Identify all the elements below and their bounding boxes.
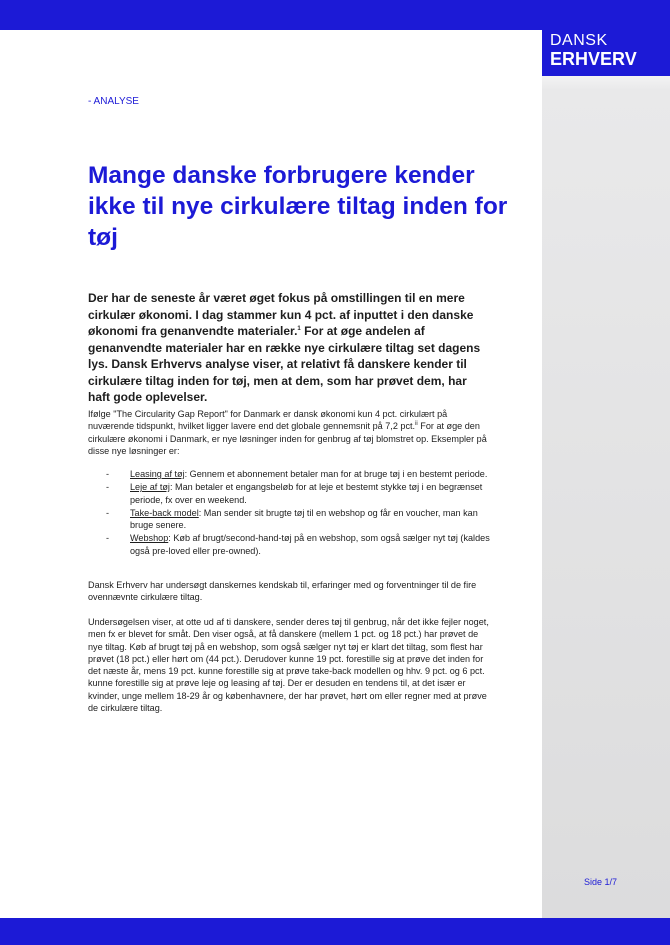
- bullet-term: Take-back model: [130, 507, 199, 518]
- logo-text-line2: ERHVERV: [550, 49, 637, 69]
- page-number: Side 1/7: [584, 877, 618, 887]
- bullet-term: Webshop: [130, 533, 169, 544]
- lead-paragraph: [88, 290, 488, 406]
- top-brand-bar: [0, 0, 670, 30]
- footnote-ref-1: 1: [297, 326, 301, 332]
- list-item: [106, 468, 490, 480]
- bullet-dash: -: [106, 469, 110, 479]
- section-kicker: - ANALYSE: [88, 96, 139, 107]
- page-title: Mange danske forbrugere kender ikke til nye cirkulære tiltag inden for tøj: [88, 162, 508, 251]
- bullet-dash: -: [106, 533, 110, 544]
- logo-text-line1: DANSK: [550, 32, 608, 49]
- lead-text-part2: For at øge andelen af genanvendte materialer har en række nye cirkulære tiltag set dagens lys. Dansk Erhvervs analyse viser, at relativt få danskere kender til cirkulære tiltag inden for tøj, men at dem, som har prøvet dem, har haft gode oplevelser.: [88, 324, 481, 404]
- body-paragraph-2: Dansk Erhverv har undersøgt danskernes kendskab til, erfaringer med og forventninger til de fire ovennævnte cirkulære tiltag.: [88, 580, 477, 603]
- dansk-erhverv-logo: [542, 30, 670, 76]
- lead-text-part1: Der har de seneste år været øget fokus på omstillingen til en mere cirkulær økonomi. I dag stammer kun 4 pct. af inputtet i den danske økonomi fra genanvendte materialer.: [88, 291, 474, 338]
- para1-text-part1: Ifølge "The Circularity Gap Report" for Danmark er dansk økonomi kun 4 pct. cirkulært på nuværende tidspunkt, hvilket ligger lavere end det globale gennemsnit på 7,2 pct.: [88, 409, 448, 432]
- bullet-term: Leje af tøj: [130, 482, 170, 493]
- side-panel: [542, 30, 670, 918]
- list-item: [106, 507, 490, 532]
- list-item: [106, 532, 490, 557]
- bullet-dash: -: [106, 482, 110, 493]
- body-paragraph-3: Undersøgelsen viser, at otte ud af ti danskere, sender deres tøj til genbrug, når det ikke fejler noget, men fx er blevet for småt. Den viser også, at få danskere (mellem 1 pct. og 18 pct.) har prøvet de nye tiltag. Køb af brugt tøj på en webshop, som også sælger nyt tøj er klart det tiltag, som flest har prøvet (18 pct.) eller hørt om (44 pct.). Derudover kunne 19 pct. forestille sig at prøve det inden for det næste år, mens 19 pct. kunne forestille sig at prøve take-back modellen og hhv. 9 pct. og 6 pct. kunne forestille sig at prøve leje og leasing af tøj. Der er desuden en tendens til, at det især er kvinder, unge mellem 18-29 år og københavnere, der har prøvet, hørt om eller regner med at prøve de cirkulære tiltag.: [88, 617, 489, 714]
- circular-solutions-list: [106, 468, 490, 558]
- bottom-brand-bar: [0, 918, 670, 945]
- bullet-text: : Køb af brugt/second-hand-tøj på en webshop, som også sælger nyt tøj (kaldes også pre-loved eller pre-owned).: [130, 533, 490, 556]
- body-paragraph-1: [88, 408, 490, 457]
- bullet-text: : Man sender sit brugte tøj til en webshop og får en voucher, man kan bruge senere.: [130, 507, 478, 531]
- bullet-dash: -: [106, 507, 110, 518]
- bullet-text: : Gennem et abonnement betaler man for at bruge tøj i en bestemt periode.: [184, 469, 488, 479]
- list-item: [106, 481, 490, 506]
- bullet-term: Leasing af tøj: [130, 469, 185, 479]
- footnote-ref-2: ii: [415, 421, 418, 428]
- bullet-text: : Man betaler et engangsbeløb for at leje et bestemt stykke tøj i en begrænset periode, fx over en weekend.: [130, 482, 483, 505]
- para1-text-part2: For at øge den cirkulære økonomi i Danmark, er nye løsninger inden for genbrug af tøj blomstret op. Eksempler på disse nye løsninger er:: [88, 421, 487, 456]
